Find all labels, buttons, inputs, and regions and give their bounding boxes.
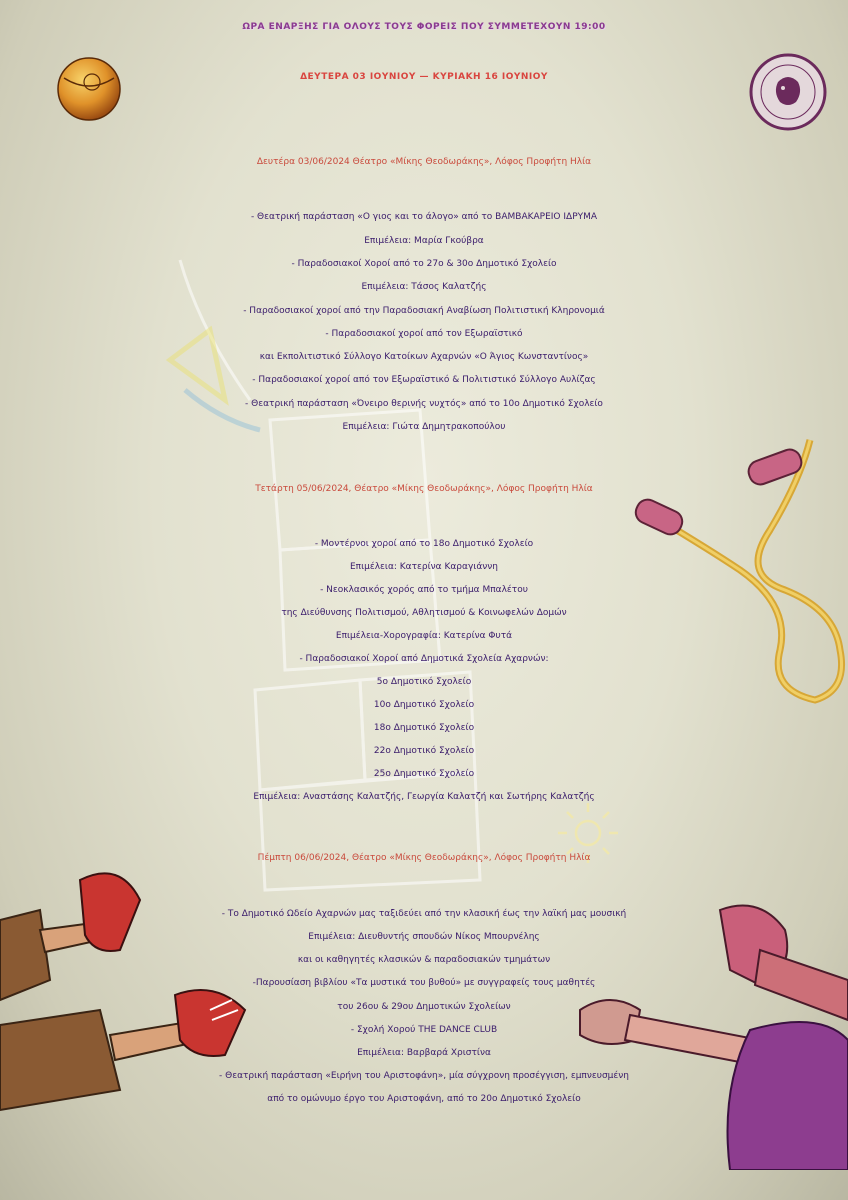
program-line: Επιμέλεια-Χορογραφία: Κατερίνα Φυτά bbox=[335, 631, 513, 641]
program-line: - Παραδοσιακοί χοροί από τον Εξωραϊστικό & Πολιτιστικό Σύλλογο Αυλίζας bbox=[252, 375, 596, 385]
program-line: 10ο Δημοτικό Σχολείο bbox=[373, 700, 475, 710]
program-line: και οι καθηγητές κλασικών & παραδοσιακών τμημάτων bbox=[297, 955, 551, 965]
program-line: 5ο Δημοτικό Σχολείο bbox=[376, 677, 472, 687]
program-line: - Θεατρική παράσταση «Ο γιος και το άλογο» από το ΒΑΜΒΑΚΑΡΕΙΟ ΙΔΡΥΜΑ bbox=[250, 212, 598, 222]
program-line: - Παραδοσιακοί χοροί από τον Εξωραϊστικό bbox=[325, 329, 523, 339]
program-line: Επιμέλεια: Γιώτα Δημητρακοπούλου bbox=[342, 422, 506, 432]
program-line: 22ο Δημοτικό Σχολείο bbox=[373, 746, 475, 756]
program-line: Επιμέλεια: Μαρία Γκούβρα bbox=[364, 236, 484, 246]
program-line: - Σχολή Χορού THE DANCE CLUB bbox=[350, 1025, 498, 1035]
program-line: - Παραδοσιακοί Χοροί από το 27ο & 30ο Δημοτικό Σχολείο bbox=[291, 259, 557, 269]
program-line: -Παρουσίαση βιβλίου «Τα μυστικά του βυθού» με συγγραφείς τους μαθητές bbox=[252, 978, 596, 988]
program-line: Επιμέλεια: Αναστάσης Καλατζής, Γεωργία Καλατζή και Σωτήρης Καλατζής bbox=[253, 792, 595, 802]
program-line: - Παραδοσιακοί χοροί από την Παραδοσιακή Αναβίωση Πολιτιστική Κληρονομιά bbox=[243, 306, 605, 316]
section-heading-thursday: Πέμπτη 06/06/2024, Θέατρο «Μίκης Θεοδωράκης», Λόφος Προφήτη Ηλία bbox=[257, 853, 591, 863]
program-line: - Νεοκλασικός χορός από το τμήμα Μπαλέτου bbox=[320, 585, 528, 595]
program-line: Επιμέλεια: Κατερίνα Καραγιάννη bbox=[349, 562, 499, 572]
program-line: 25ο Δημοτικό Σχολείο bbox=[373, 769, 475, 779]
section-heading-monday: Δευτέρα 03/06/2024 Θέατρο «Μίκης Θεοδωράκης», Λόφος Προφήτη Ηλία bbox=[256, 157, 592, 167]
program-line: - Παραδοσιακοί Χοροί από Δημοτικά Σχολεία Αχαρνών: bbox=[299, 654, 549, 664]
program-line: 18ο Δημοτικό Σχολείο bbox=[373, 723, 475, 733]
program-line: από το ομώνυμο έργο του Αριστοφάνη, από το 20ο Δημοτικό Σχολείο bbox=[267, 1094, 581, 1104]
program-line: Επιμέλεια: Διευθυντής σπουδών Νίκος Μπουρνέλης bbox=[308, 932, 540, 942]
event-start-time-title: ΩΡΑ ΕΝΑΡΞΗΣ ΓΙΑ ΟΛΟΥΣ ΤΟΥΣ ΦΟΡΕΙΣ ΠΟΥ ΣΥΜΜΕΤΕΧΟΥΝ 19:00 bbox=[242, 22, 606, 32]
tennis-ball-illustration bbox=[56, 56, 122, 122]
program-line: Επιμέλεια: Βαρβαρά Χριστίνα bbox=[357, 1048, 491, 1058]
program-line: της Διεύθυνσης Πολιτισμού, Αθλητισμού & Κοινωφελών Δομών bbox=[281, 608, 567, 618]
program-line: - Μοντέρνοι χοροί από το 18ο Δημοτικό Σχολείο bbox=[314, 539, 534, 549]
program-line: - Θεατρική παράσταση «Ειρήνη του Αριστοφάνη», μία σύγχρονη προσέγγιση, εμπνευσμένη bbox=[219, 1071, 629, 1081]
event-date-range: ΔΕΥΤΕΡΑ 03 ΙΟΥΝΙΟΥ — ΚΥΡΙΑΚΗ 16 ΙΟΥΝΙΟΥ bbox=[300, 72, 548, 82]
program-line: - Θεατρική παράσταση «Όνειρο θερινής νυχτός» από το 10ο Δημοτικό Σχολείο bbox=[245, 399, 603, 409]
program-line: και Εκπολιτιστικό Σύλλογο Κατοίκων Αχαρνών «Ο Άγιος Κωνσταντίνος» bbox=[259, 352, 589, 362]
section-heading-wednesday: Τετάρτη 05/06/2024, Θέατρο «Μίκης Θεοδωράκης», Λόφος Προφήτη Ηλία bbox=[255, 484, 593, 494]
program-line: Επιμέλεια: Τάσος Καλατζής bbox=[361, 282, 487, 292]
program-line: - Το Δημοτικό Ωδείο Αχαρνών μας ταξιδεύει από την κλασική έως την λαϊκή μας μουσική bbox=[221, 909, 627, 919]
program-line: του 26ου & 29ου Δημοτικών Σχολείων bbox=[337, 1002, 511, 1012]
municipality-seal-logo bbox=[748, 52, 828, 132]
